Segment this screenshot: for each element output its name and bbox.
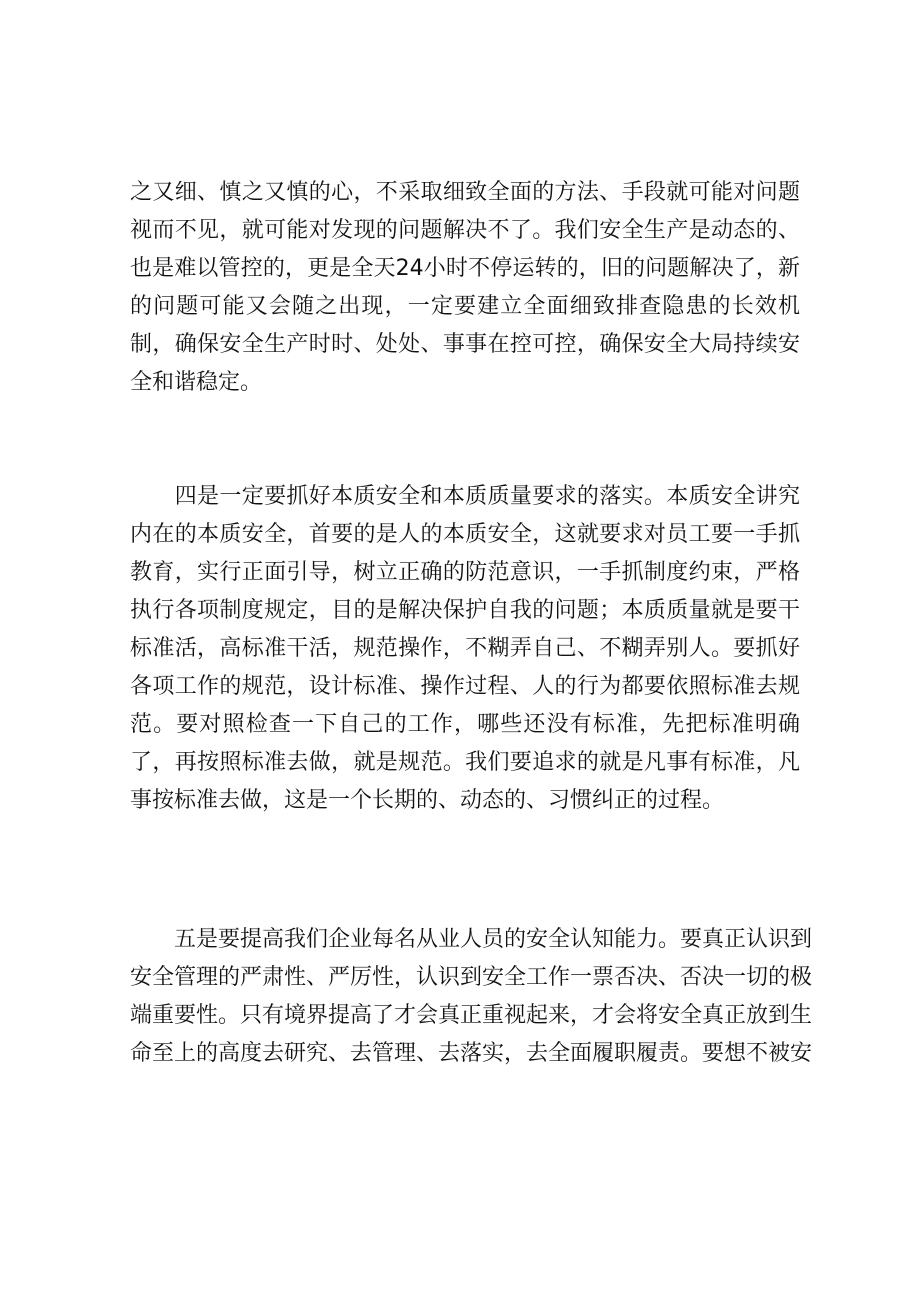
- paragraph-line: 的问题可能又会随之出现，一定要建立全面细致排查隐患的长效机: [130, 294, 800, 319]
- paragraph-line: 之又细、慎之又慎的心，不采取细致全面的方法、手段就可能对问题: [130, 180, 800, 205]
- paragraph-line: 执行各项制度规定，目的是解决保护自我的问题；本质质量就是要干: [130, 598, 800, 623]
- paragraph-line: 内在的本质安全，首要的是人的本质安全，这就要求对员工要一手抓: [130, 522, 800, 547]
- paragraph-line: 命至上的高度去研究、去管理、去落实，去全面履职履责。要想不被安: [130, 1041, 813, 1066]
- paragraph-line: 也是难以管控的，更是全天24小时不停运转的，旧的问题解决了，新: [130, 256, 800, 281]
- paragraph-line: 安全管理的严肃性、严厉性，认识到安全工作一票否决、否决一切的极: [130, 965, 813, 990]
- paragraph-2: [130, 478, 800, 820]
- paragraph-line: 五是要提高我们企业每名从业人员的安全认知能力。要真正认识到: [130, 927, 813, 952]
- paragraph-line: 视而不见，就可能对发现的问题解决不了。我们安全生产是动态的、: [130, 218, 800, 243]
- paragraph-line: 制，确保安全生产时时、处处、事事在控可控，确保安全大局持续安: [130, 332, 800, 357]
- paragraph-line: 事按标准去做，这是一个长期的、动态的、习惯纠正的过程。: [130, 788, 725, 813]
- paragraph-1: [130, 174, 800, 402]
- paragraph-line: 各项工作的规范，设计标准、操作过程、人的行为都要依照标准去规: [130, 674, 800, 699]
- paragraph-line: 四是一定要抓好本质安全和本质质量要求的落实。本质安全讲究: [130, 484, 800, 509]
- paragraph-line: 教育，实行正面引导，树立正确的防范意识，一手抓制度约束，严格: [130, 560, 800, 585]
- paragraph-line: 范。要对照检查一下自己的工作，哪些还没有标准，先把标准明确: [130, 712, 800, 737]
- paragraph-line: 了，再按照标准去做，就是规范。我们要追求的就是凡事有标准，凡: [130, 750, 800, 775]
- paragraph-line: 全和谐稳定。: [130, 370, 263, 395]
- paragraph-3: [130, 921, 813, 1073]
- paragraph-line: 标准活，高标准干活，规范操作，不糊弄自己、不糊弄别人。要抓好: [130, 636, 800, 661]
- paragraph-line: 端重要性。只有境界提高了才会真正重视起来，才会将安全真正放到生: [130, 1003, 813, 1028]
